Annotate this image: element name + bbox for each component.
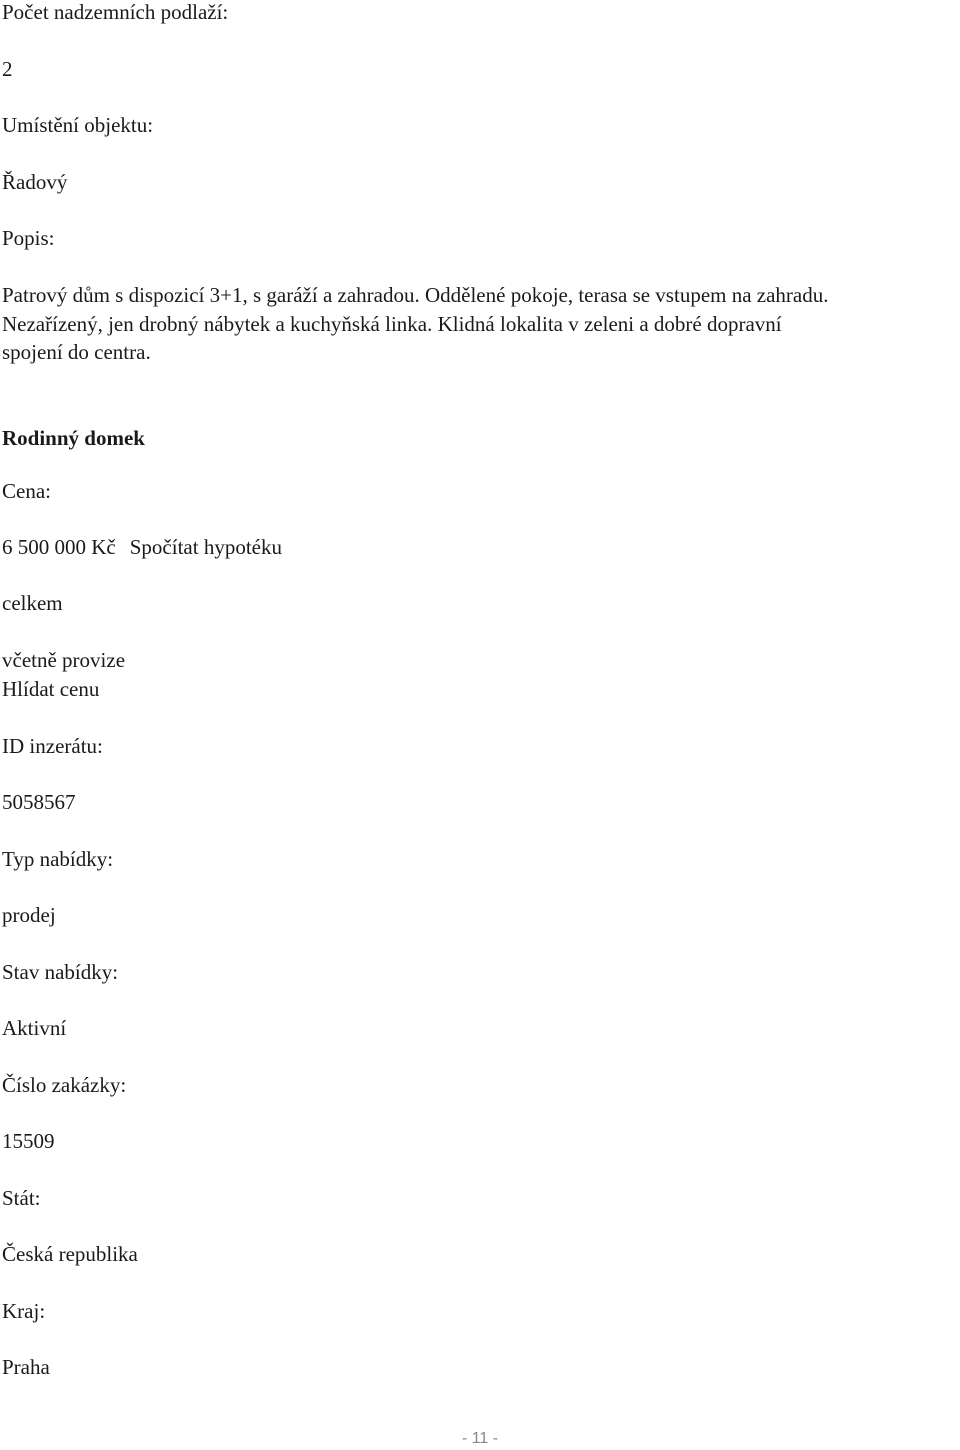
description-line-1: Patrový dům s dispozicí 3+1, s garáží a zahradou. Oddělené pokoje, terasa se vstupem na zahradu. [2,283,829,307]
country-label: Stát: [2,1186,41,1210]
region-label: Kraj: [2,1299,46,1323]
description-label: Popis: [2,226,55,250]
offer-type-label: Typ nabídky: [2,847,114,871]
price-note-commission: včetně provize [2,648,126,672]
floors-value: 2 [2,57,13,81]
price-value: 6 500 000 Kč [2,535,116,559]
price-note-total: celkem [2,591,63,615]
location-label: Umístění objektu: [2,113,154,137]
listing-id-label: ID inzerátu: [2,734,103,758]
price-label: Cena: [2,479,51,503]
region-value: Praha [2,1355,50,1379]
offer-status-value: Aktivní [2,1016,67,1040]
floors-label: Počet nadzemních podlaží: [2,0,229,24]
order-number-value: 15509 [2,1129,55,1153]
description-line-2: Nezařízený, jen drobný nábytek a kuchyňská linka. Klidná lokalita v zeleni a dobré dopravní [2,312,782,336]
mortgage-calculator-link[interactable]: Spočítat hypotéku [129,535,282,559]
listing-title: Rodinný domek [2,426,145,450]
description-line-3: spojení do centra. [2,340,151,364]
order-number-label: Číslo zakázky: [2,1073,127,1097]
watch-price-link[interactable]: Hlídat cenu [2,677,100,701]
price-row [2,533,282,561]
listing-id-value: 5058567 [2,790,76,814]
page-number: - 11 - [461,1430,499,1447]
country-value: Česká republika [2,1242,138,1266]
location-value: Řadový [2,170,68,194]
offer-type-value: prodej [2,903,56,927]
offer-status-label: Stav nabídky: [2,960,119,984]
